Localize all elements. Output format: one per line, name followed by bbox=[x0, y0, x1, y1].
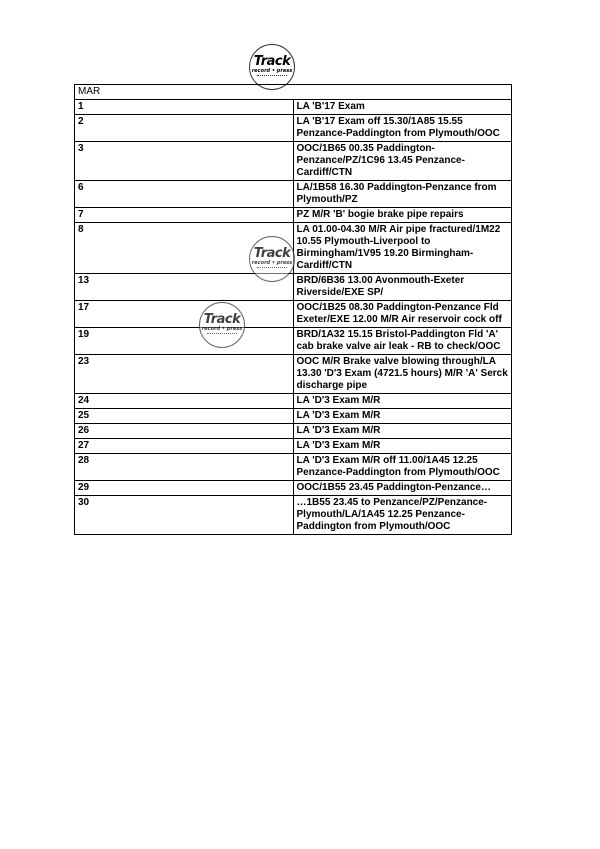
table-row bbox=[75, 439, 512, 454]
day-cell: 28 bbox=[75, 454, 294, 481]
entry-cell: BRD/1A32 15.15 Bristol-Paddington Fld 'A' cab brake valve air leak - RB to check/OOC bbox=[293, 328, 512, 355]
day-cell: 1 bbox=[75, 100, 294, 115]
table-row bbox=[75, 424, 512, 439]
entry-cell: LA 'B'17 Exam bbox=[293, 100, 512, 115]
table-row bbox=[75, 481, 512, 496]
table-row bbox=[75, 454, 512, 481]
day-cell: 27 bbox=[75, 439, 294, 454]
entry-cell: LA 01.00-04.30 M/R Air pipe fractured/1M22 10.55 Plymouth-Liverpool to Birmingham/1V95 19.20 Birmingham-Cardiff/CTN bbox=[293, 223, 512, 274]
day-cell: 25 bbox=[75, 409, 294, 424]
table-row bbox=[75, 409, 512, 424]
day-cell: 30 bbox=[75, 496, 294, 535]
entry-cell: OOC/1B55 23.45 Paddington-Penzance… bbox=[293, 481, 512, 496]
entry-cell: LA 'D'3 Exam M/R off 11.00/1A45 12.25 Penzance-Paddington from Plymouth/OOC bbox=[293, 454, 512, 481]
table-row bbox=[75, 142, 512, 181]
day-cell: 6 bbox=[75, 181, 294, 208]
day-cell: 24 bbox=[75, 394, 294, 409]
day-cell: 23 bbox=[75, 355, 294, 394]
logo-text-record-press: record • press bbox=[251, 68, 293, 74]
watermark-rule bbox=[207, 333, 237, 336]
entry-cell: PZ M/R 'B' bogie brake pipe repairs bbox=[293, 208, 512, 223]
day-cell: 29 bbox=[75, 481, 294, 496]
table-row bbox=[75, 301, 512, 328]
table-row bbox=[75, 355, 512, 394]
track-record-watermark bbox=[199, 302, 245, 348]
logo-rule bbox=[257, 75, 287, 78]
watermark-text-record-press: record • press bbox=[251, 260, 293, 266]
entry-cell: OOC M/R Brake valve blowing through/LA 13.30 'D'3 Exam (4721.5 hours) M/R 'A' Serck discharge pipe bbox=[293, 355, 512, 394]
table-row bbox=[75, 100, 512, 115]
watermark-rule bbox=[257, 267, 287, 270]
logo-text-track: Track bbox=[253, 54, 291, 69]
table-row bbox=[75, 115, 512, 142]
table-row bbox=[75, 274, 512, 301]
month-label: MAR bbox=[75, 85, 512, 100]
table-row bbox=[75, 394, 512, 409]
watermark-text-track: Track bbox=[203, 312, 241, 327]
day-cell: 8 bbox=[75, 223, 294, 274]
day-cell: 19 bbox=[75, 328, 294, 355]
entry-cell: LA 'D'3 Exam M/R bbox=[293, 439, 512, 454]
table-row bbox=[75, 496, 512, 535]
entry-cell: LA 'B'17 Exam off 15.30/1A85 15.55 Penzance-Paddington from Plymouth/OOC bbox=[293, 115, 512, 142]
table-row bbox=[75, 208, 512, 223]
entry-cell: BRD/6B36 13.00 Avonmouth-Exeter Riverside/EXE SP/ bbox=[293, 274, 512, 301]
day-cell: 3 bbox=[75, 142, 294, 181]
table-header-row bbox=[75, 85, 512, 100]
table-row bbox=[75, 328, 512, 355]
day-cell: 26 bbox=[75, 424, 294, 439]
entry-cell: LA 'D'3 Exam M/R bbox=[293, 424, 512, 439]
locomotive-log-table bbox=[74, 84, 512, 535]
entry-cell: LA 'D'3 Exam M/R bbox=[293, 409, 512, 424]
day-cell: 2 bbox=[75, 115, 294, 142]
entry-cell: OOC/1B25 08.30 Paddington-Penzance Fld Exeter/EXE 12.00 M/R Air reservoir cock off bbox=[293, 301, 512, 328]
watermark-text-record-press: record • press bbox=[201, 326, 243, 332]
day-cell: 7 bbox=[75, 208, 294, 223]
entry-cell: …1B55 23.45 to Penzance/PZ/Penzance-Plymouth/LA/1A45 12.25 Penzance-Paddington from Plymouth/OOC bbox=[293, 496, 512, 535]
entry-cell: OOC/1B65 00.35 Paddington-Penzance/PZ/1C96 13.45 Penzance-Cardiff/CTN bbox=[293, 142, 512, 181]
watermark-text-track: Track bbox=[253, 246, 291, 261]
table-row bbox=[75, 181, 512, 208]
track-record-watermark bbox=[249, 236, 295, 282]
day-cell: 13 bbox=[75, 274, 294, 301]
entry-cell: LA 'D'3 Exam M/R bbox=[293, 394, 512, 409]
entry-cell: LA/1B58 16.30 Paddington-Penzance from Plymouth/PZ bbox=[293, 181, 512, 208]
day-cell: 17 bbox=[75, 301, 294, 328]
